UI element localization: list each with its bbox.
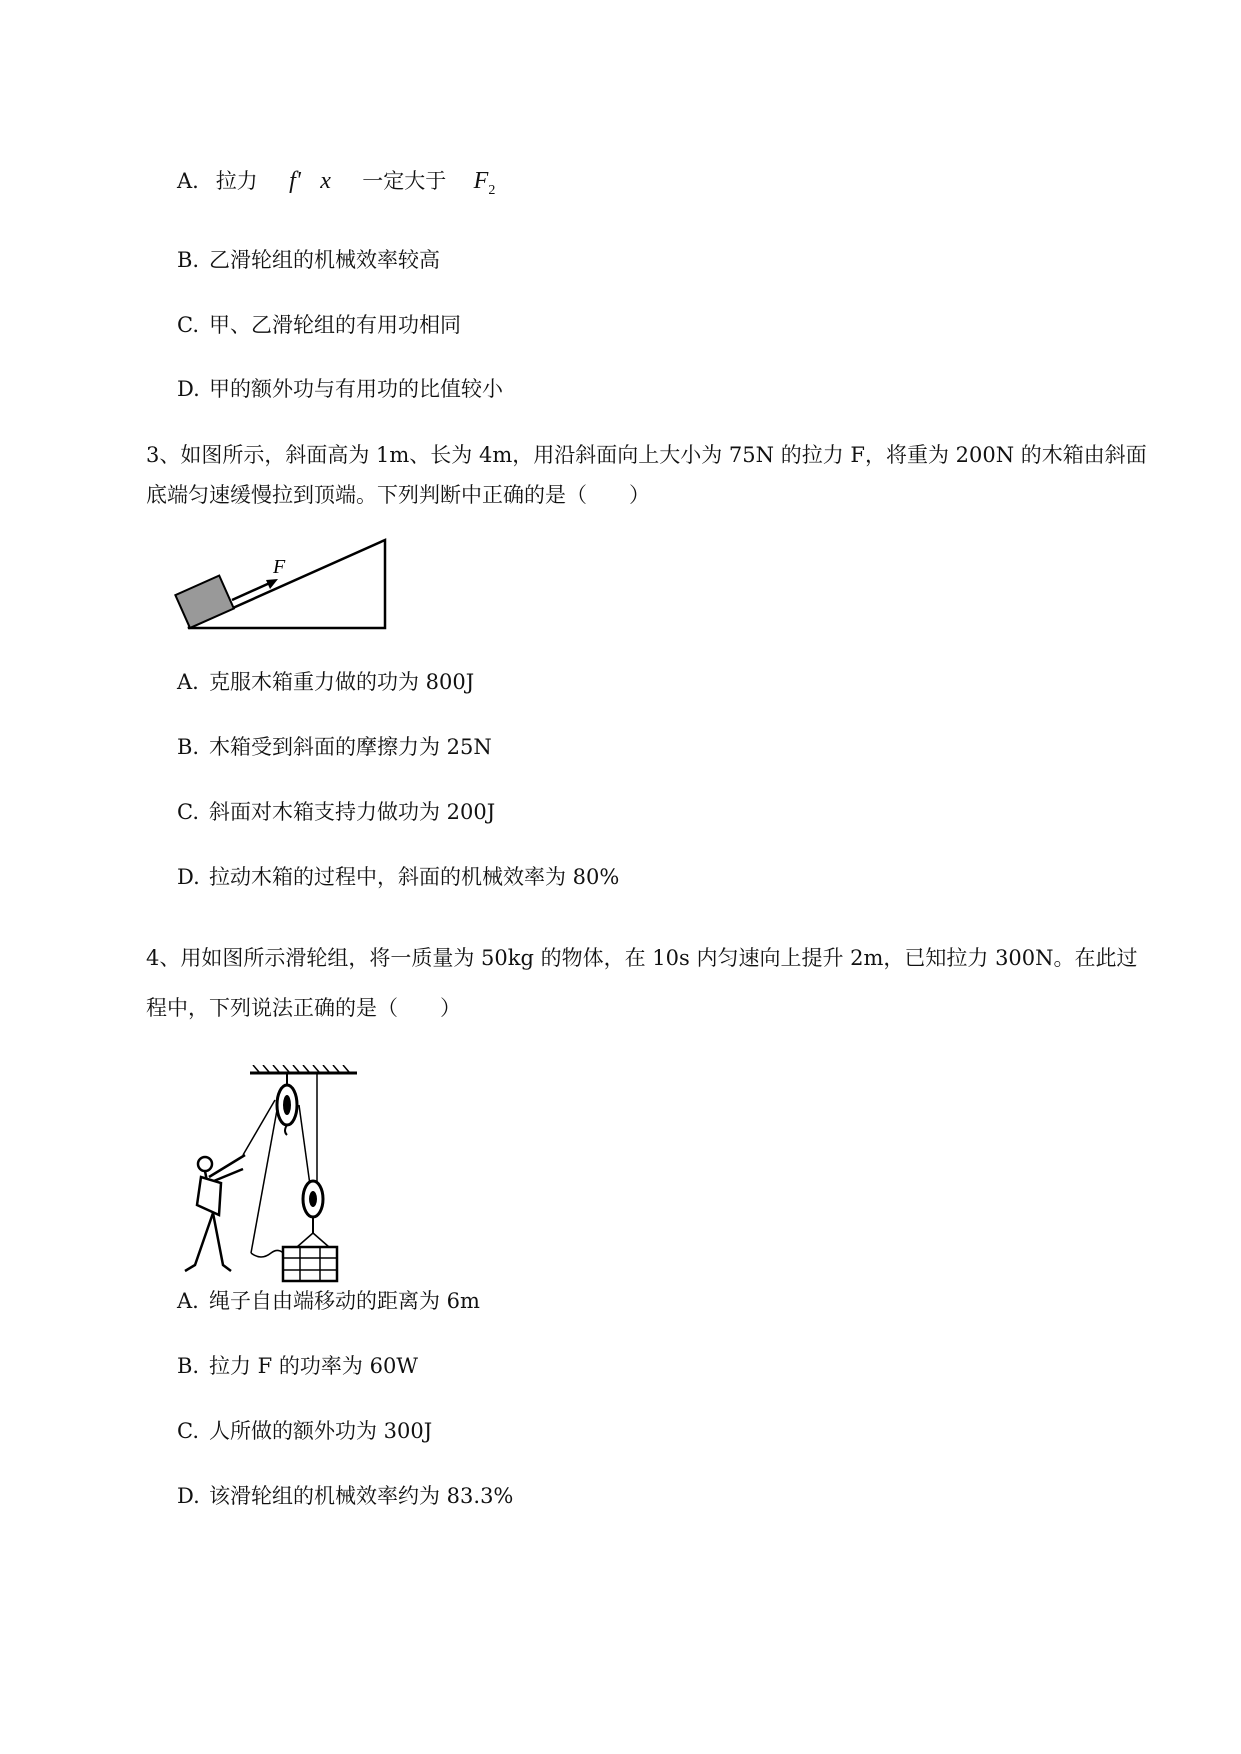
option-label: B. [177,735,200,759]
option-label: B. [177,248,200,272]
option-label: B. [177,1354,200,1378]
option-text: 克服木箱重力做的功为 800J [209,670,475,694]
crate [283,1247,337,1281]
option-text: 乙滑轮组的机械效率较高 [209,248,440,272]
q3-stem-line2: 底端匀速缓慢拉到顶端。下列判断中正确的是（ ） [146,483,650,507]
option-text: 人所做的额外功为 300J [209,1419,433,1443]
q4-option-d [177,1481,513,1511]
q3-option-a [177,667,474,697]
option-label: C. [177,1419,199,1443]
q4-option-b [177,1351,418,1381]
option-label: D. [177,865,200,889]
option-text: 绳子自由端移动的距离为 6m [209,1289,480,1313]
option-text: 拉动木箱的过程中，斜面的机械效率为 80% [209,865,620,889]
option-text: 甲、乙滑轮组的有用功相同 [209,313,461,337]
option-label: C. [177,313,199,337]
option-text-pre: 拉力 [215,169,258,193]
q4-option-a [177,1286,480,1316]
option-text: 斜面对木箱支持力做功为 200J [209,800,496,824]
option-label: A. [177,1289,199,1313]
option-label: C. [177,800,199,824]
math-F: F [473,168,489,194]
q3-option-b [177,732,492,762]
force-label: F [273,556,286,578]
q3-stem-line1: 3、如图所示，斜面高为 1m、长为 4m，用沿斜面向上大小为 75N 的拉力 F，将重为 200N 的木箱由斜面 [146,443,1147,467]
option-label: A. [177,169,199,193]
pulley-figure [175,1065,375,1295]
q3-option-d [177,862,619,892]
q4-stem-line1: 4、用如图所示滑轮组，将一质量为 50kg 的物体，在 10s 内匀速向上提升 2m，已知拉力 300N。在此过 [146,946,1138,970]
q3-option-c [177,797,495,827]
option-label: A. [177,670,199,694]
math-x: x [320,168,331,194]
math-prime: ' [295,168,301,194]
option-text-mid: 一定大于 [362,169,447,193]
ceiling-hatching [253,1065,349,1072]
math-f: f [289,168,296,194]
person [185,1155,245,1271]
wooden-box [175,576,233,628]
incline-figure [170,530,400,640]
q2-option-a [177,166,495,206]
force-arrow-line [232,582,272,600]
option-label: D. [177,1484,200,1508]
option-text: 甲的额外功与有用功的比值较小 [209,377,503,401]
option-text: 木箱受到斜面的摩擦力为 25N [209,735,492,759]
q2-option-c [177,310,461,340]
q4-option-c [177,1416,432,1446]
math-subscript: 2 [488,183,496,198]
option-text: 该滑轮组的机械效率约为 83.3% [209,1484,514,1508]
option-label: D. [177,377,200,401]
q2-option-d [177,374,503,404]
q2-option-b [177,245,440,275]
rope [299,1105,310,1185]
q4-stem-line2: 程中，下列说法正确的是（ ） [146,996,461,1020]
option-text: 拉力 F 的功率为 60W [209,1354,418,1378]
